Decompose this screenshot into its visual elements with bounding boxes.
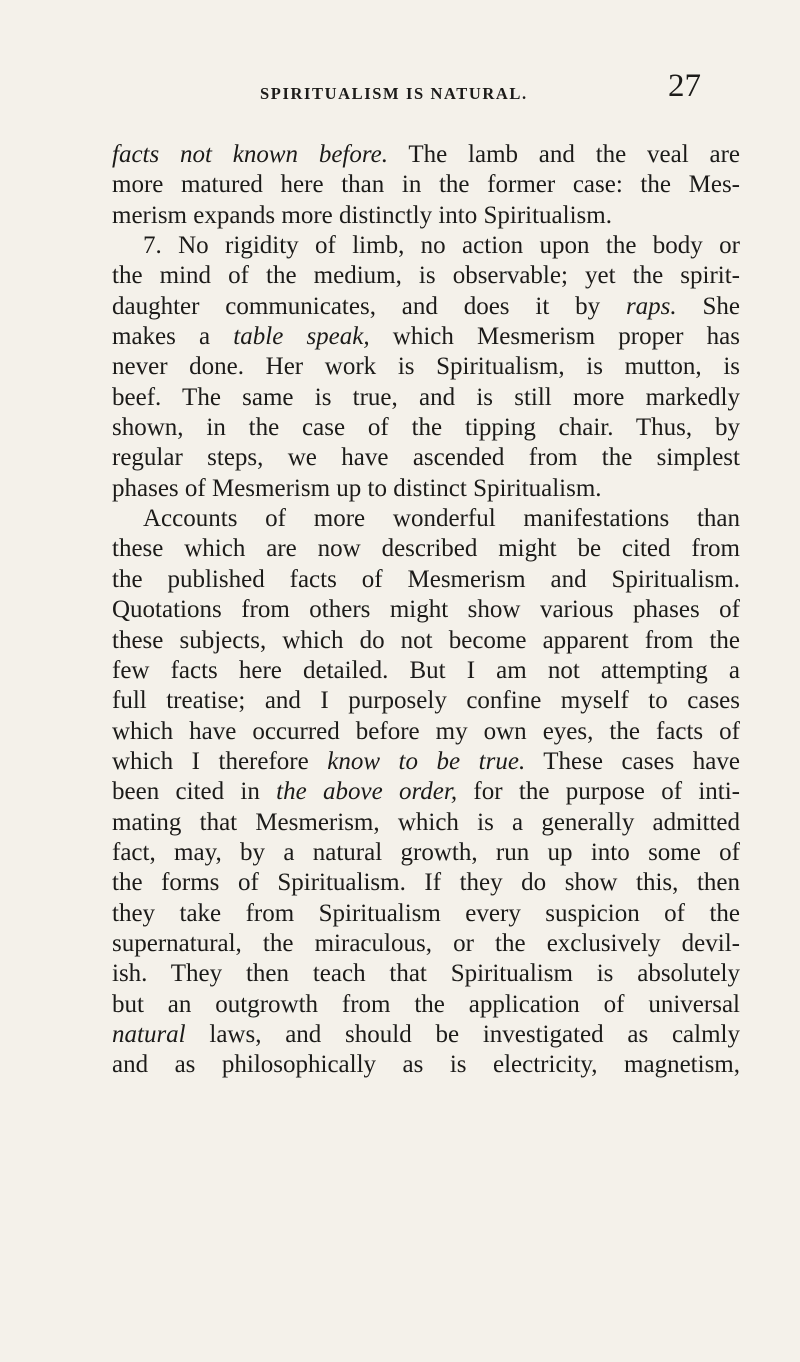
text-line — [112, 1050, 740, 1080]
text-line — [112, 413, 740, 443]
text-line — [112, 474, 740, 504]
text-line — [112, 565, 740, 595]
text-run: full treatise; and I purposely confine myself to cases — [112, 687, 740, 715]
text-line — [112, 626, 740, 656]
italic-text: raps. — [625, 292, 677, 320]
text-run: beef. The same is true, and is still more markedly — [112, 383, 740, 411]
text-run: Accounts of more wonderful manifestations than — [143, 505, 740, 533]
text-run: these subjects, which do not become apparent from the — [112, 626, 740, 654]
text-line — [112, 383, 740, 413]
text-run: but an outgrowth from the application of universal — [112, 990, 740, 1018]
text-line — [112, 990, 740, 1020]
text-run: regular steps, we have ascended from the simplest — [112, 444, 740, 472]
text-run: fact, may, by a natural growth, run up into some of — [112, 838, 740, 866]
text-run: the mind of the medium, is observable; yet the spirit- — [112, 262, 740, 290]
italic-text: know to be true. — [327, 747, 526, 775]
text-line — [112, 838, 740, 868]
text-line — [112, 747, 740, 777]
text-line — [112, 534, 740, 564]
text-line — [112, 595, 740, 625]
text-run: for the purpose of inti- — [457, 778, 740, 806]
text-run: 7. No rigidity of limb, no action upon the body or — [143, 232, 740, 260]
text-line — [112, 959, 740, 989]
text-run: daughter communicates, and does it by — [112, 292, 626, 320]
text-line — [112, 1020, 740, 1050]
text-line — [112, 140, 740, 170]
text-run: Quotations from others might show various phases of — [112, 596, 740, 624]
text-run: shown, in the case of the tipping chair. Thus, by — [112, 414, 740, 442]
italic-text: natural — [112, 1020, 186, 1048]
text-run: The lamb and the veal are — [388, 141, 740, 168]
text-run: These cases have — [525, 747, 740, 775]
text-line — [112, 717, 740, 747]
running-head: SPIRITUALISM IS NATURAL. — [260, 84, 528, 103]
text-run: merism expands more distinctly into Spiritualism. — [112, 201, 612, 229]
text-line — [112, 261, 740, 291]
text-run: they take from Spiritualism every suspicion of the — [112, 899, 740, 927]
text-run: She — [676, 292, 740, 320]
text-line — [112, 929, 740, 959]
text-line — [112, 170, 740, 200]
text-line — [112, 686, 740, 716]
text-run: ish. They then teach that Spiritualism is absolutely — [112, 960, 740, 988]
text-run: these which are now described might be cited from — [112, 535, 740, 563]
text-run: which I therefore — [112, 747, 328, 775]
text-line — [112, 231, 740, 261]
body-text — [112, 140, 740, 1081]
text-line — [112, 868, 740, 898]
italic-text: the above order, — [276, 778, 458, 806]
text-run: makes a — [112, 323, 234, 351]
italic-text: facts not known before. — [112, 141, 389, 168]
text-run: phases of Mesmerism up to distinct Spiritualism. — [112, 474, 602, 502]
text-run: few facts here detailed. But I am not attempting a — [112, 656, 740, 684]
text-run: the published facts of Mesmerism and Spiritualism. — [112, 565, 740, 593]
text-line — [112, 443, 740, 473]
text-line — [112, 322, 740, 352]
text-line — [112, 201, 740, 231]
text-run: the forms of Spiritualism. If they do show this, then — [112, 869, 740, 897]
text-run: which have occurred before my own eyes, the facts of — [112, 717, 740, 745]
text-run: supernatural, the miraculous, or the exclusively devil- — [112, 929, 740, 957]
text-line — [112, 777, 740, 807]
text-run: and as philosophically as is electricity, magnetism, — [112, 1051, 740, 1079]
text-run: more matured here than in the former case: the Mes- — [112, 171, 740, 199]
text-line — [112, 504, 740, 534]
italic-text: table speak, — [233, 323, 370, 351]
text-line — [112, 808, 740, 838]
text-run: never done. Her work is Spiritualism, is mutton, is — [112, 353, 740, 381]
text-line — [112, 292, 740, 322]
text-run: laws, and should be investigated as calmly — [185, 1020, 740, 1048]
text-run: mating that Mesmerism, which is a generally admitted — [112, 808, 740, 836]
text-line — [112, 899, 740, 929]
text-line — [112, 352, 740, 382]
text-run: which Mesmerism proper has — [369, 323, 740, 351]
text-line — [112, 656, 740, 686]
text-run: been cited in — [112, 778, 277, 806]
page-number: 27 — [668, 68, 701, 104]
